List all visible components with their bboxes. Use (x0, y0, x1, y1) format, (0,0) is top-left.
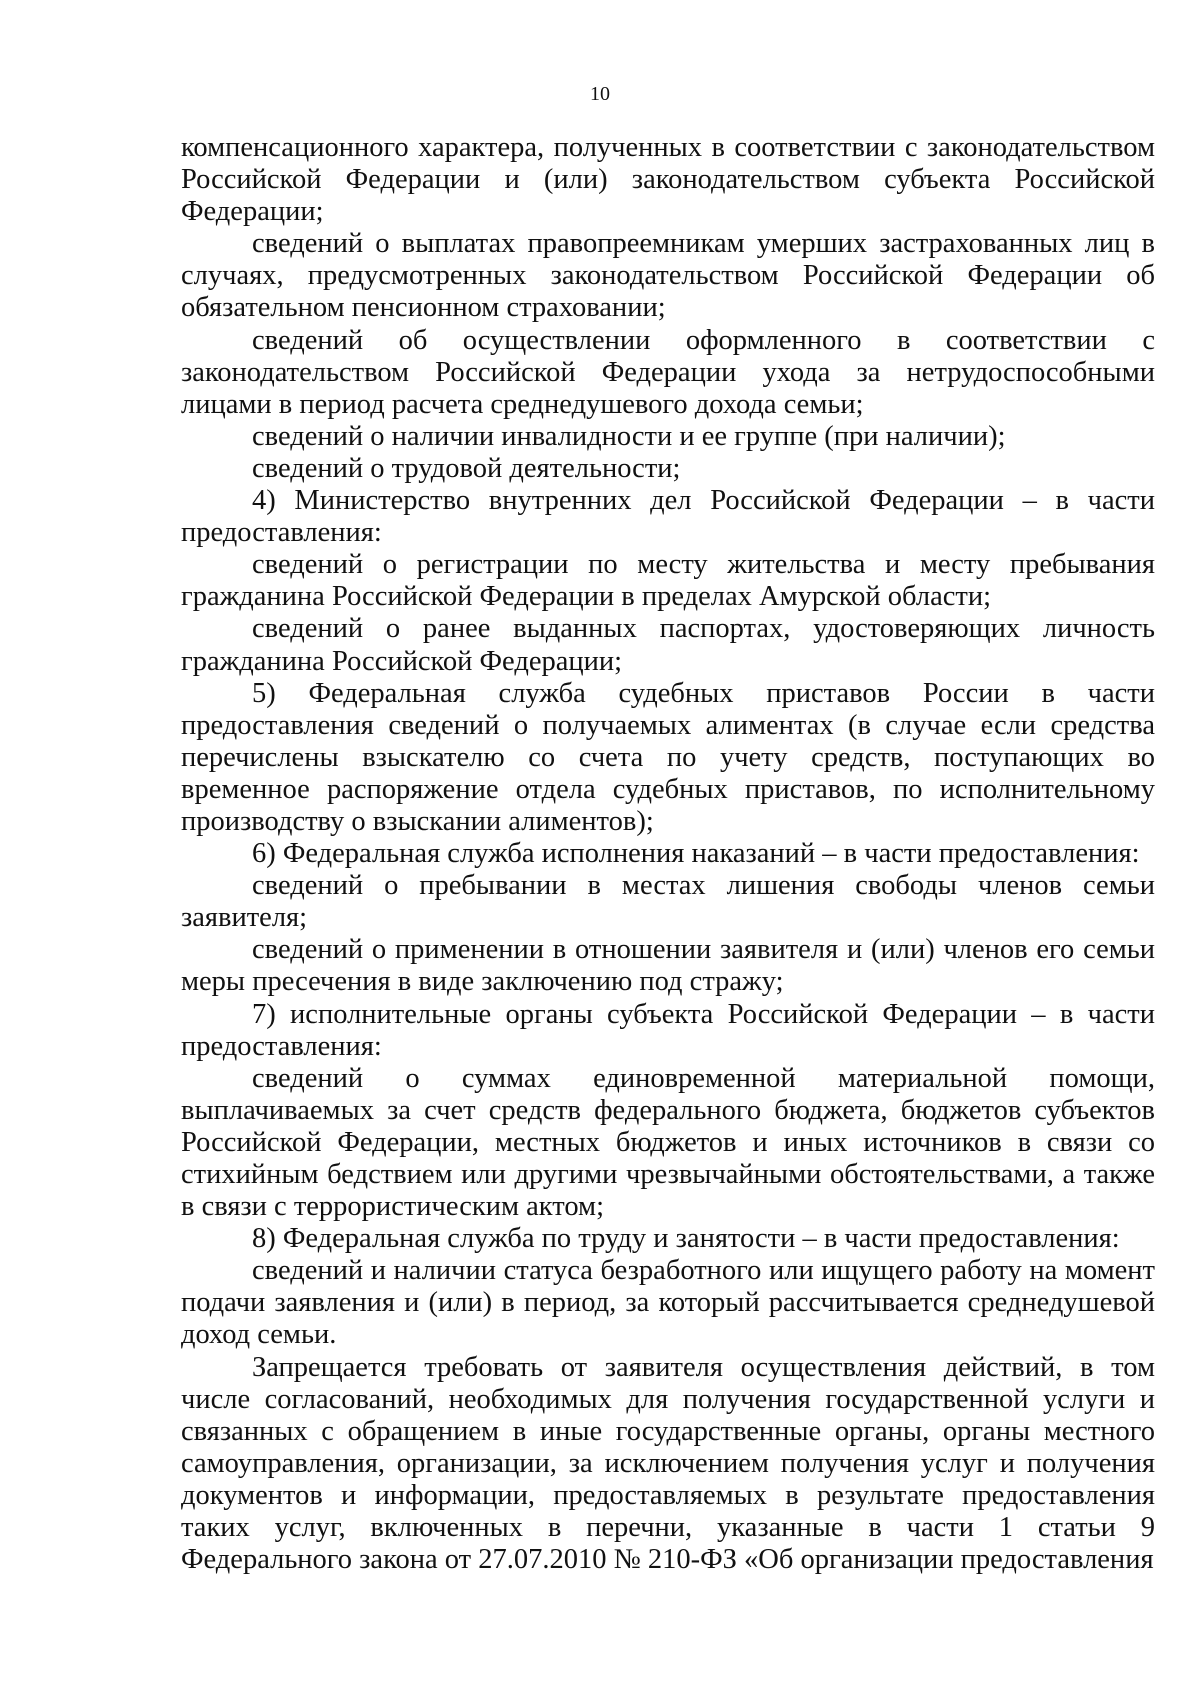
paragraph-prohibition: Запрещается требовать от заявителя осуществления действий, в том числе согласований, необходимых для получения государственной услуги и связанных с обращением в иные государственные органы, органы местного самоуправления, организации, за исключением получения услуг и получения документов и информации, предоставляемых в результате предоставления таких услуг, включенных в перечни, указанные в части 1 статьи 9 Федерального закона от 27.07.2010 № 210-ФЗ «Об организации предоставления (181, 1351, 1155, 1576)
paragraph-item: сведений и наличии статуса безработного или ищущего работу на момент подачи заявления и (или) в период, за который рассчитывается среднедушевой доход семьи. (181, 1255, 1155, 1351)
paragraph-item: сведений о ранее выданных паспортах, удостоверяющих личность гражданина Российской Федерации; (181, 613, 1155, 677)
paragraph-continuation: компенсационного характера, полученных в соответствии с законодательством Российской Федерации и (или) законодательством субъекта Российской Федерации; (181, 132, 1155, 228)
paragraph-numbered-6: 6) Федеральная служба исполнения наказаний – в части предоставления: (252, 838, 1140, 870)
paragraph-numbered-8: 8) Федеральная служба по труду и занятости – в части предоставления: (252, 1223, 1120, 1255)
paragraph-item: сведений о трудовой деятельности; (252, 452, 681, 484)
paragraph-item: сведений о суммах единовременной материальной помощи, выплачиваемых за счет средств федерального бюджета, бюджетов субъектов Российской Федерации, местных бюджетов и иных источников в связи со стихийным бедствием или другими чрезвычайными обстоятельствами, а также в связи с террористическим актом; (181, 1062, 1155, 1223)
paragraph-item: сведений о регистрации по месту жительства и месту пребывания гражданина Российской Федерации в пределах Амурской области; (181, 549, 1155, 613)
paragraph-numbered-7: 7) исполнительные органы субъекта Российской Федерации – в части предоставления: (181, 998, 1155, 1062)
paragraph-item: сведений о применении в отношении заявителя и (или) членов его семьи меры пресечения в виде заключению под стражу; (181, 934, 1155, 998)
paragraph-numbered-4: 4) Министерство внутренних дел Российской Федерации – в части предоставления: (181, 485, 1155, 549)
page-number: 10 (590, 83, 610, 105)
paragraph-numbered-5: 5) Федеральная служба судебных приставов России в части предоставления сведений о получаемых алиментах (в случае если средства перечислены взыскателю со счета по учету средств, поступающих во временное распоряжение отдела судебных приставов, по исполнительному производству о взыскании алиментов); (181, 677, 1155, 837)
paragraph-item: сведений о пребывании в местах лишения свободы членов семьи заявителя; (181, 870, 1155, 934)
paragraph-item: сведений об осуществлении оформленного в соответствии с законодательством Российской Федерации ухода за нетрудоспособными лицами в период расчета среднедушевого дохода семьи; (181, 324, 1155, 420)
paragraph-item: сведений о выплатах правопреемникам умерших застрахованных лиц в случаях, предусмотренных законодательством Российской Федерации об обязательном пенсионном страховании; (181, 228, 1155, 324)
document-body (181, 132, 1155, 1576)
paragraph-item: сведений о наличии инвалидности и ее группе (при наличии); (252, 420, 1006, 452)
